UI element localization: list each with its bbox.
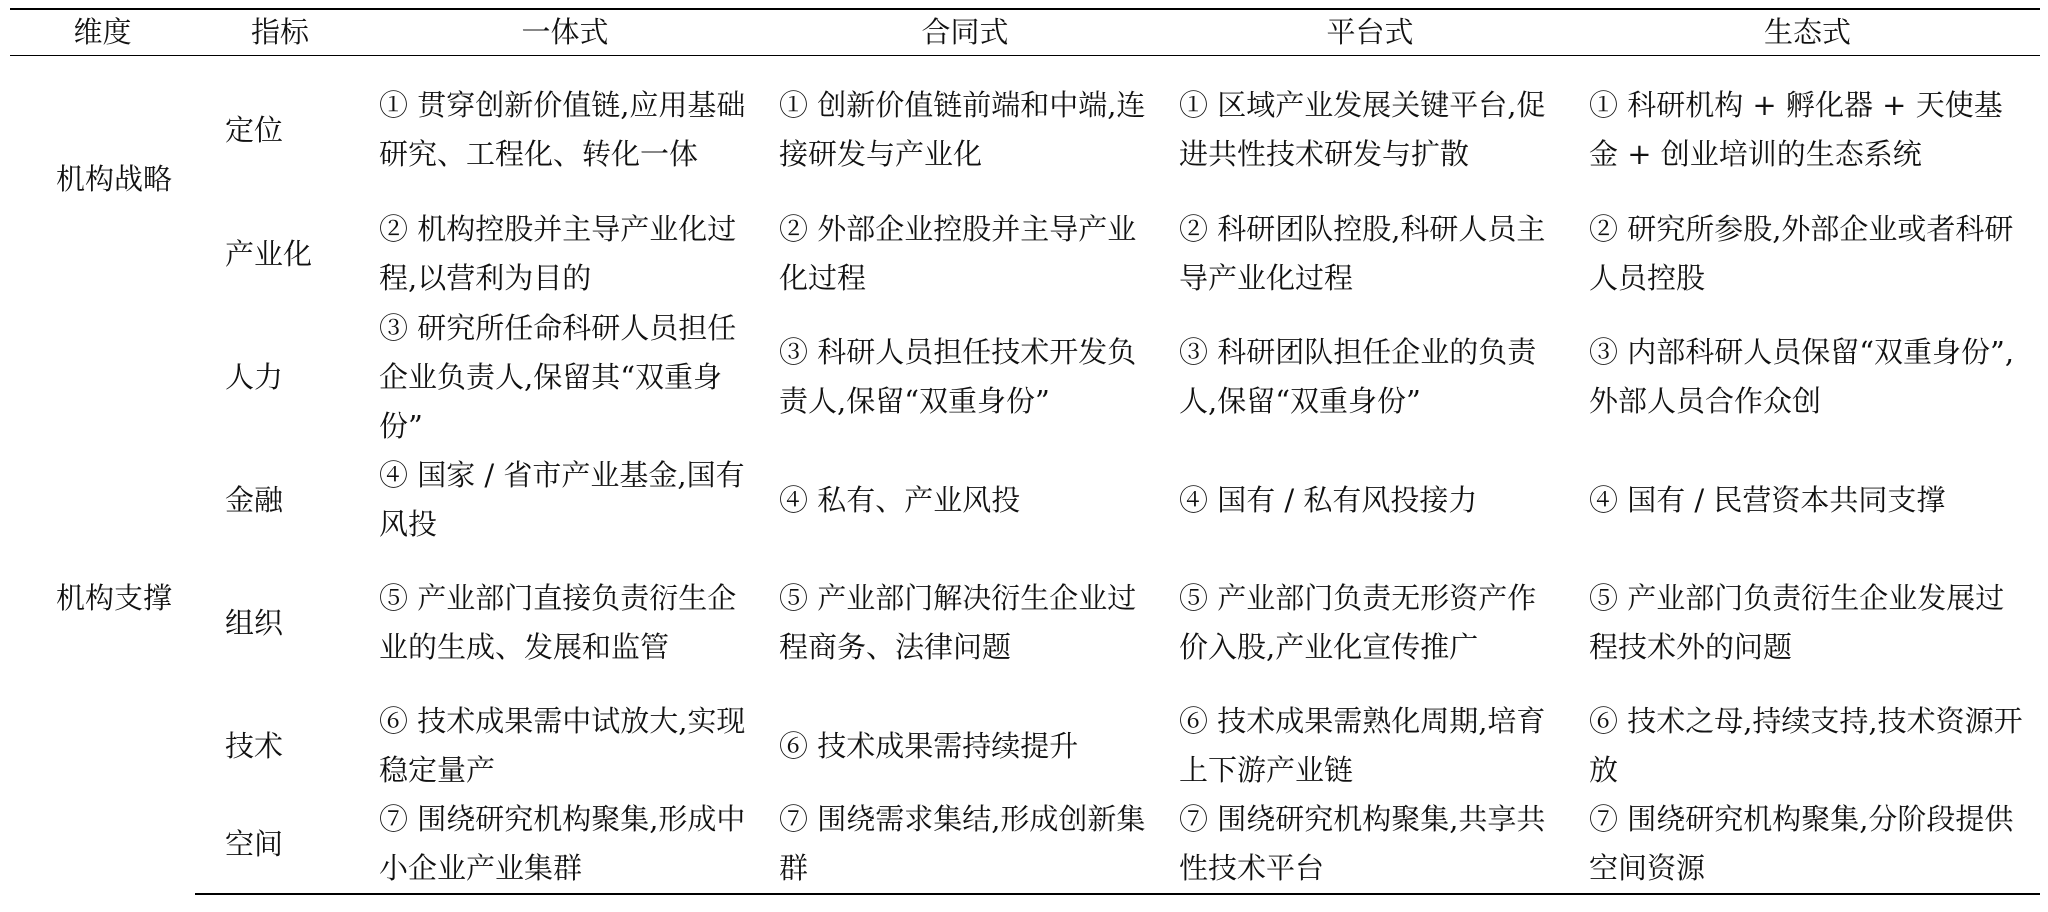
metric-cell: 产业化 — [225, 236, 313, 271]
platform-cell: ④ 国有 / 私有风投接力 — [1179, 482, 1478, 517]
contract-cell: ② 外部企业控股并主导产业化过程 — [779, 212, 1137, 295]
integrated-cell: ② 机构控股并主导产业化过程,以营利为目的 — [379, 212, 737, 295]
ecosystem-cell: ② 研究所参股,外部企业或者科研人员控股 — [1589, 212, 2014, 295]
metric-cell: 组织 — [225, 605, 284, 640]
ecosystem-cell: ③ 内部科研人员保留“双重身份”,外部人员合作众创 — [1589, 335, 2015, 418]
contract-cell: ① 创新价值链前端和中端,连接研发与产业化 — [779, 88, 1146, 172]
ecosystem-cell: ⑤ 产业部门负责衍生企业发展过程技术外的问题 — [1589, 581, 2005, 664]
metric-cell: 定位 — [225, 112, 284, 147]
table-row — [10, 55, 2040, 205]
table-row — [10, 303, 2040, 451]
contract-cell: ③ 科研人员担任技术开发负责人,保留“双重身份” — [779, 335, 1137, 418]
platform-cell: ⑥ 技术成果需熟化周期,培育上下游产业链 — [1179, 704, 1546, 787]
header-row — [10, 9, 2040, 55]
header-indicator: 指标 — [195, 9, 365, 55]
integrated-cell: ③ 研究所任命科研人员担任企业负责人,保留其“双重身份” — [379, 310, 737, 443]
table-row — [10, 205, 2040, 303]
ecosystem-cell: ⑦ 围绕研究机构聚集,分阶段提供空间资源 — [1575, 795, 2040, 894]
integrated-cell: ① 贯穿创新价值链,应用基础研究、工程化、转化一体 — [379, 88, 746, 172]
ecosystem-cell: ④ 国有 / 民营资本共同支撑 — [1589, 482, 1946, 517]
contract-cell: ④ 私有、产业风投 — [779, 482, 1021, 517]
metric-cell: 空间 — [195, 795, 365, 894]
table-row — [10, 697, 2040, 795]
header-integrated: 一体式 — [365, 9, 765, 55]
comparison-table — [10, 8, 2040, 895]
platform-cell: ② 科研团队控股,科研人员主导产业化过程 — [1179, 212, 1546, 295]
table-row — [10, 451, 2040, 549]
contract-cell: ⑥ 技术成果需持续提升 — [779, 728, 1079, 763]
header-dimension: 维度 — [10, 9, 195, 55]
ecosystem-cell: ① 科研机构 + 孵化器 + 天使基金 + 创业培训的生态系统 — [1589, 88, 2003, 172]
header-platform: 平台式 — [1165, 9, 1575, 55]
metric-cell: 技术 — [225, 728, 284, 763]
platform-cell: ⑤ 产业部门负责无形资产作价入股,产业化宣传推广 — [1179, 581, 1537, 664]
group-support: 机构支撑 — [56, 581, 173, 615]
contract-cell: ⑦ 围绕需求集结,形成创新集群 — [765, 795, 1165, 894]
platform-cell: ⑦ 围绕研究机构聚集,共享共性技术平台 — [1165, 795, 1575, 894]
metric-cell: 人力 — [225, 359, 284, 394]
header-ecosystem: 生态式 — [1575, 9, 2040, 55]
integrated-cell: ⑥ 技术成果需中试放大,实现稳定量产 — [379, 704, 746, 787]
metric-cell: 金融 — [225, 482, 284, 517]
header-contract: 合同式 — [765, 9, 1165, 55]
integrated-cell: ⑤ 产业部门直接负责衍生企业的生成、发展和监管 — [379, 581, 737, 664]
platform-cell: ① 区域产业发展关键平台,促进共性技术研发与扩散 — [1179, 88, 1546, 172]
table-row — [10, 549, 2040, 697]
ecosystem-cell: ⑥ 技术之母,持续支持,技术资源开放 — [1589, 704, 2023, 787]
contract-cell: ⑤ 产业部门解决衍生企业过程商务、法律问题 — [779, 581, 1137, 664]
group-strategy: 机构战略 — [56, 161, 173, 196]
integrated-cell: ⑦ 围绕研究机构聚集,形成中小企业产业集群 — [365, 795, 765, 894]
table-row — [10, 795, 2040, 894]
integrated-cell: ④ 国家 / 省市产业基金,国有风投 — [379, 458, 745, 541]
platform-cell: ③ 科研团队担任企业的负责人,保留“双重身份” — [1179, 335, 1537, 418]
